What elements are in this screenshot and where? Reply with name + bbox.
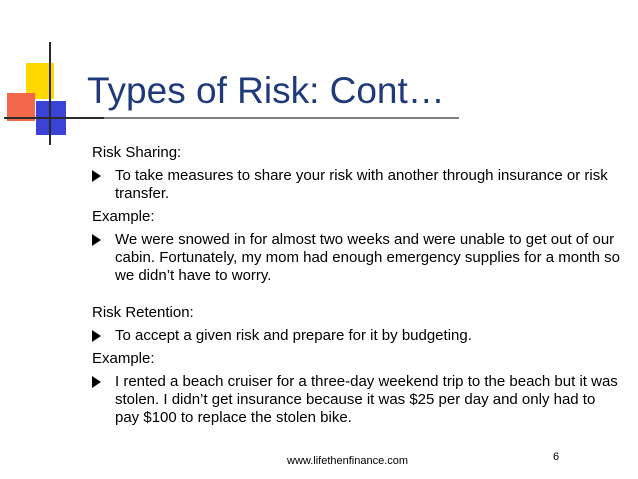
slide-title: Types of Risk: Cont…	[87, 70, 445, 111]
bullet-item	[92, 167, 622, 203]
arrow-bullet-icon	[92, 170, 101, 182]
title-underline-accent	[4, 117, 104, 119]
example-label: Example:	[92, 350, 155, 367]
spacer	[92, 290, 622, 304]
bullet-item	[92, 327, 622, 345]
bullet-text: To take measures to share your risk with another through insurance or risk transfer.	[115, 167, 608, 202]
bullet-item	[92, 231, 622, 285]
section-heading-risk-sharing: Risk Sharing:	[92, 144, 182, 161]
slide-body	[92, 144, 622, 432]
arrow-bullet-icon	[92, 376, 101, 388]
bullet-text: I rented a beach cruiser for a three-day weekend trip to the beach but it was stolen. I didn’t get insurance because it was $25 per day and only had to pay $100 to replace the stolen bike.	[115, 373, 618, 426]
arrow-bullet-icon	[92, 234, 101, 246]
section-heading-risk-retention: Risk Retention:	[92, 304, 194, 321]
bullet-text: We were snowed in for almost two weeks and were unable to get out of our cabin. Fortunately, my mom had enough emergency supplies for a month so we didn’t have to worry.	[115, 231, 620, 284]
decorative-vertical-line	[49, 42, 51, 145]
example-label: Example:	[92, 208, 155, 225]
bullet-item	[92, 373, 622, 427]
footer-url: www.lifethenfinance.com	[287, 455, 409, 467]
arrow-bullet-icon	[92, 330, 101, 342]
bullet-text: To accept a given risk and prepare for it by budgeting.	[115, 327, 472, 344]
page-number: 6	[553, 451, 560, 463]
